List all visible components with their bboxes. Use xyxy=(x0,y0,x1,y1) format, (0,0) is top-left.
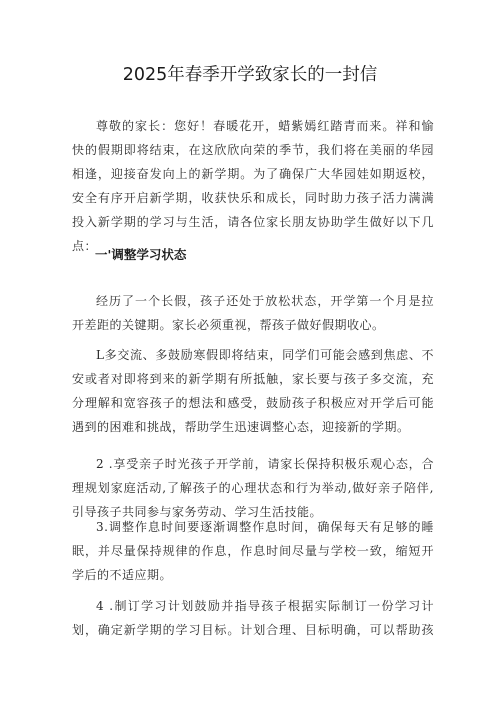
intro-line: 尊敬的家长：您好！春暖花开，蜡紫嫣红踏青而来。祥和愉 xyxy=(96,119,434,133)
paragraph-line: 开差距的关键期。家长必须重视，帮孩子做好假期收心。 xyxy=(72,318,385,332)
paragraph-line: 眠，并尽量保持规律的作息，作息时间尽量与学校一致，缩短开 xyxy=(72,544,434,558)
paragraph-line: 遇到的困难和挑战，帮助学生迅速调整心态，迎接新的学期。 xyxy=(72,420,410,434)
body-paragraph xyxy=(72,594,434,642)
paragraph-line: 划，确定新学期的学习目标。计划合理、目标明确，可以帮助孩 xyxy=(72,623,434,637)
intro-line: 投入新学期的学习与生活，请各位家长朋友协助学生做好以下几 xyxy=(72,215,434,229)
paragraph-line: 安或者对即将到来的新学期有所抵触，家长要与孩子多交流，充 xyxy=(72,372,434,386)
body-paragraph xyxy=(72,452,434,524)
intro-line: 快的假期即将结束，在这欣欣向荣的季节，我们将在美丽的华园 xyxy=(72,143,434,157)
paragraph-line: L多交流、多鼓励寒假即将结束，同学们可能会感到焦虑、不 xyxy=(96,348,434,362)
body-paragraph xyxy=(72,515,434,587)
paragraph-line: 3.调整作息时间要逐渐调整作息时间，确保每天有足够的睡 xyxy=(96,520,434,534)
document-title: 2025年春季开学致家长的一封信 xyxy=(122,65,378,85)
intro-paragraph xyxy=(72,114,434,258)
paragraph-line: 分理解和宽容孩子的想法和感受，鼓励孩子积极应对开学后可能 xyxy=(72,396,434,410)
paragraph-line: 4 .制订学习计划鼓励并指导孩子根据实际制订一份学习计 xyxy=(96,599,434,613)
intro-line: 安全有序开启新学期，收获快乐和成长，同时助力孩子活力满满 xyxy=(72,191,434,205)
paragraph-line: 理规划家庭活动,了解孩子的心理状态和行为举动,做好亲子陪伴, xyxy=(72,481,434,495)
body-paragraph xyxy=(72,343,434,439)
paragraph-line: 2 .享受亲子时光孩子开学前，请家长保持积极乐观心态，合 xyxy=(96,457,434,471)
paragraph-line: 经历了一个长假，孩子还处于放松状态，开学第一个月是拉 xyxy=(96,294,434,308)
intro-line: 相逢，迎接奋发向上的新学期。为了确保广大华园娃如期返校， xyxy=(72,167,434,181)
intro-line: 点： xyxy=(72,239,98,253)
paragraph-line: 学后的不适应期。 xyxy=(72,568,173,582)
section-heading: 一'调整学习状态 xyxy=(95,247,187,262)
paragraph-line: 引导孩子共同参与家务劳动、学习生活技能。 xyxy=(72,505,323,519)
body-paragraph xyxy=(72,289,434,337)
